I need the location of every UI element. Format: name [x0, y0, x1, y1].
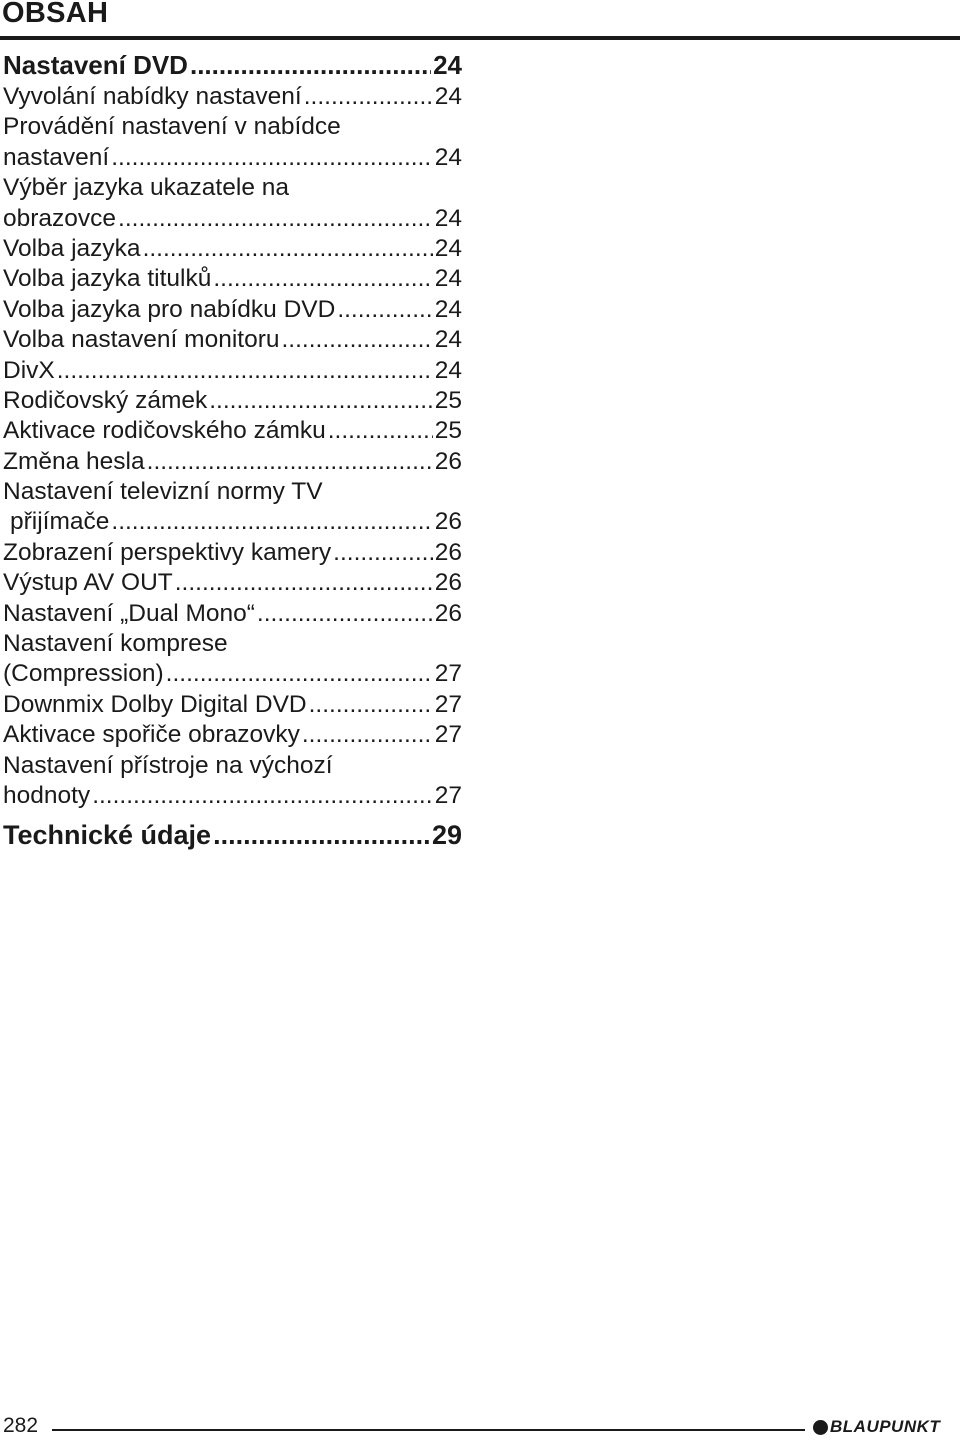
toc-entry-text: Rodičovský zámek [3, 386, 208, 414]
toc-entry [3, 264, 462, 294]
toc-leader-dots [213, 264, 432, 294]
toc-entry-text: Volba jazyka titulků [3, 265, 212, 293]
toc-entry-text: Výběr jazyka ukazatele na [3, 174, 289, 202]
brand-logo [813, 1417, 940, 1437]
toc-leader-dots [175, 568, 433, 598]
toc-entry [3, 659, 462, 689]
toc-page-number: 27 [434, 660, 462, 688]
toc-entry-text: Provádění nastavení v nabídce [3, 113, 341, 141]
toc-page-number: 24 [433, 50, 462, 80]
toc-leader-dots [213, 817, 430, 853]
toc-leader-dots [302, 720, 433, 750]
toc-entry [3, 568, 462, 598]
toc-entry-text: Změna hesla [3, 447, 145, 475]
toc-entry-text: DivX [3, 356, 55, 384]
toc-page-number: 24 [434, 356, 462, 384]
toc-entry-text: (Compression) [3, 660, 164, 688]
toc-entry-text: Aktivace spořiče obrazovky [3, 721, 300, 749]
toc-leader-dots [328, 416, 433, 446]
toc-entry [3, 325, 462, 355]
toc-entry [3, 173, 462, 203]
toc-page-number: 26 [434, 538, 462, 566]
toc-leader-dots [111, 143, 432, 173]
toc-leader-dots [118, 204, 433, 234]
page-title: OBSAH [2, 0, 109, 29]
toc-page-number: 29 [431, 820, 462, 851]
title-divider [0, 36, 960, 40]
page-number: 282 [3, 1414, 39, 1437]
toc-page-number: 24 [434, 83, 462, 110]
toc-leader-dots [166, 659, 433, 689]
toc-entry [3, 599, 462, 629]
toc-leader-dots [147, 447, 433, 477]
toc-entry [3, 82, 462, 112]
toc-entry [3, 720, 462, 750]
toc-page-number: 24 [434, 326, 462, 354]
toc-entry [3, 751, 462, 781]
toc-entry-text: Volba jazyka pro nabídku DVD [3, 295, 336, 323]
toc-leader-dots [57, 356, 433, 386]
toc-page-number: 27 [434, 690, 462, 718]
toc-leader-dots [337, 295, 432, 325]
toc-page-number: 24 [434, 143, 462, 171]
table-of-contents [3, 46, 462, 853]
toc-entry [3, 629, 462, 659]
toc-entry-text: přijímače [10, 508, 110, 536]
toc-entry-text: nastavení [3, 143, 110, 171]
footer-divider [52, 1429, 805, 1431]
toc-leader-dots [257, 599, 433, 629]
toc-entry-text: Nastavení přístroje na výchozí [3, 751, 333, 779]
toc-entry [3, 234, 462, 264]
toc-entry [3, 781, 462, 811]
toc-page-number: 26 [434, 508, 462, 536]
toc-leader-dots [92, 781, 433, 811]
toc-entry [3, 477, 462, 507]
toc-page-number: 26 [434, 569, 462, 597]
toc-leader-dots [333, 538, 433, 568]
toc-page-number: 27 [434, 781, 462, 809]
toc-entry-text: Volba nastavení monitoru [3, 326, 280, 354]
toc-heading [3, 817, 462, 853]
toc-page-number: 27 [434, 721, 462, 749]
toc-entry [3, 690, 462, 720]
toc-page-number: 24 [434, 234, 462, 262]
toc-entry-text: Nastavení „Dual Mono“ [3, 599, 255, 627]
toc-page-number: 24 [434, 204, 462, 232]
toc-entry-text: Vyvolání nabídky nastavení [3, 83, 302, 110]
toc-entry-text: Zobrazení perspektivy kamery [3, 538, 332, 566]
toc-entry-text: Downmix Dolby Digital DVD [3, 690, 307, 718]
toc-entry [3, 507, 462, 537]
toc-leader-dots [190, 48, 431, 82]
toc-heading [3, 48, 462, 82]
toc-entry-text: Výstup AV OUT [3, 569, 173, 597]
toc-entry-text: Nastavení DVD [3, 50, 188, 80]
toc-entry-text: hodnoty [3, 781, 91, 809]
toc-entry [3, 143, 462, 173]
toc-entry-text: Aktivace rodičovského zámku [3, 417, 326, 445]
toc-entry-text: Technické údaje [3, 820, 212, 851]
toc-leader-dots [304, 82, 433, 112]
toc-page-number: 24 [434, 265, 462, 293]
toc-entry-text: Nastavení televizní normy TV [3, 478, 323, 506]
toc-entry-text: Nastavení komprese [3, 630, 228, 658]
brand-dot-icon [813, 1420, 828, 1435]
toc-entry [3, 386, 462, 416]
toc-entry [3, 538, 462, 568]
toc-entry [3, 356, 462, 386]
toc-page-number: 26 [434, 599, 462, 627]
toc-entry [3, 295, 462, 325]
toc-entry-text: obrazovce [3, 204, 117, 232]
toc-entry [3, 416, 462, 446]
toc-entry [3, 112, 462, 142]
toc-leader-dots [309, 690, 433, 720]
toc-leader-dots [282, 325, 433, 355]
toc-page-number: 24 [434, 295, 462, 323]
toc-leader-dots [209, 386, 433, 416]
toc-leader-dots [143, 234, 433, 264]
toc-page-number: 26 [434, 447, 462, 475]
toc-page-number: 25 [434, 386, 462, 414]
toc-entry [3, 447, 462, 477]
toc-leader-dots [111, 507, 432, 537]
toc-entry [3, 204, 462, 234]
toc-entry-text: Volba jazyka [3, 234, 141, 262]
brand-name: BLAUPUNKT [830, 1417, 941, 1436]
toc-page-number: 25 [434, 417, 462, 445]
